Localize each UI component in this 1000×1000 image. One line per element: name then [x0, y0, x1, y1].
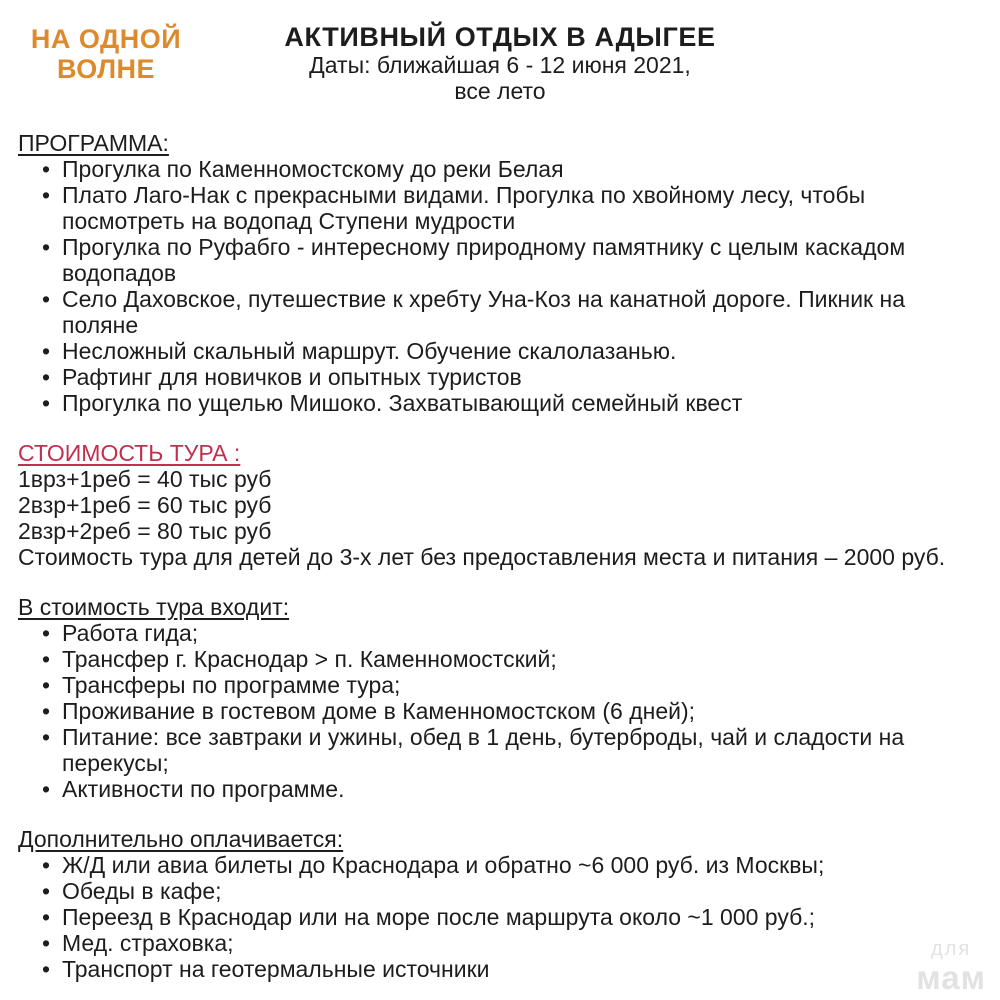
- included-heading: В стоимость тура входит:: [18, 594, 290, 620]
- list-item: • Прогулка по ущелью Мишоко. Захватывающий семейный квест: [62, 390, 967, 416]
- list-item: • Питание: все завтраки и ужины, обед в 1 день, бутерброды, чай и сладости на перекусы;: [62, 724, 967, 776]
- price-line: 2взр+1реб = 60 тыс руб: [18, 492, 272, 518]
- list-item: • Трансфер г. Краснодар > п. Каменномостский;: [62, 646, 967, 672]
- list-item: • Активности по программе.: [62, 776, 967, 802]
- price-note: Стоимость тура для детей до 3-х лет без предоставления места и питания – 2000 руб.: [18, 544, 946, 570]
- list-item: • Несложный скальный маршрут. Обучение скалолазанью.: [62, 338, 967, 364]
- program-heading: ПРОГРАММА:: [18, 130, 169, 156]
- watermark-line-2: мам: [916, 959, 986, 996]
- list-item: • Село Даховское, путешествие к хребту Уна-Коз на канатной дороге. Пикник на поляне: [62, 286, 967, 338]
- list-item: • Прогулка по Каменномостскому до реки Белая: [62, 156, 967, 182]
- extra-cost-list: [18, 852, 982, 982]
- watermark: [916, 939, 986, 994]
- page-title: АКТИВНЫЙ ОТДЫХ В АДЫГЕЕ: [284, 22, 716, 52]
- list-item: • Проживание в гостевом доме в Каменномостском (6 дней);: [62, 698, 967, 724]
- watermark-line-1: для: [931, 938, 972, 960]
- included-section: [18, 594, 982, 802]
- dates-line-2: все лето: [454, 78, 546, 104]
- list-item: • Рафтинг для новичков и опытных туристов: [62, 364, 967, 390]
- price-line: 2взр+2реб = 80 тыс руб: [18, 518, 272, 544]
- program-section: [18, 130, 982, 416]
- included-list: [18, 620, 982, 802]
- dates-line-1: Даты: ближайшая 6 - 12 июня 2021,: [309, 52, 691, 78]
- list-item: • Переезд в Краснодар или на море после маршрута около ~1 000 руб.;: [62, 904, 967, 930]
- list-item: • Трансферы по программе тура;: [62, 672, 967, 698]
- price-line: 1врз+1реб = 40 тыс руб: [18, 466, 272, 492]
- list-item: • Плато Лаго-Нак с прекрасными видами. Прогулка по хвойному лесу, чтобы посмотреть на водопад Ступени мудрости: [62, 182, 967, 234]
- extra-cost-section: [18, 826, 982, 982]
- pricing-heading: СТОИМОСТЬ ТУРА :: [18, 440, 241, 466]
- brand-logo-line-1: НА ОДНОЙ: [30, 24, 182, 54]
- list-item: • Прогулка по Руфабго - интересному природному памятнику с целым каскадом водопадов: [62, 234, 967, 286]
- extra-cost-heading: Дополнительно оплачивается:: [18, 826, 344, 852]
- program-list: [18, 156, 982, 416]
- brand-logo-line-2: ВОЛНЕ: [56, 54, 156, 85]
- list-item: • Транспорт на геотермальные источники: [62, 956, 967, 982]
- list-item: • Обеды в кафе;: [62, 878, 967, 904]
- pricing-section: [18, 440, 982, 570]
- brand-logo: [26, 24, 186, 84]
- flyer-content: [0, 130, 1000, 982]
- list-item: • Мед. страховка;: [62, 930, 967, 956]
- list-item: • Работа гида;: [62, 620, 967, 646]
- list-item: • Ж/Д или авиа билеты до Краснодара и обратно ~6 000 руб. из Москвы;: [62, 852, 967, 878]
